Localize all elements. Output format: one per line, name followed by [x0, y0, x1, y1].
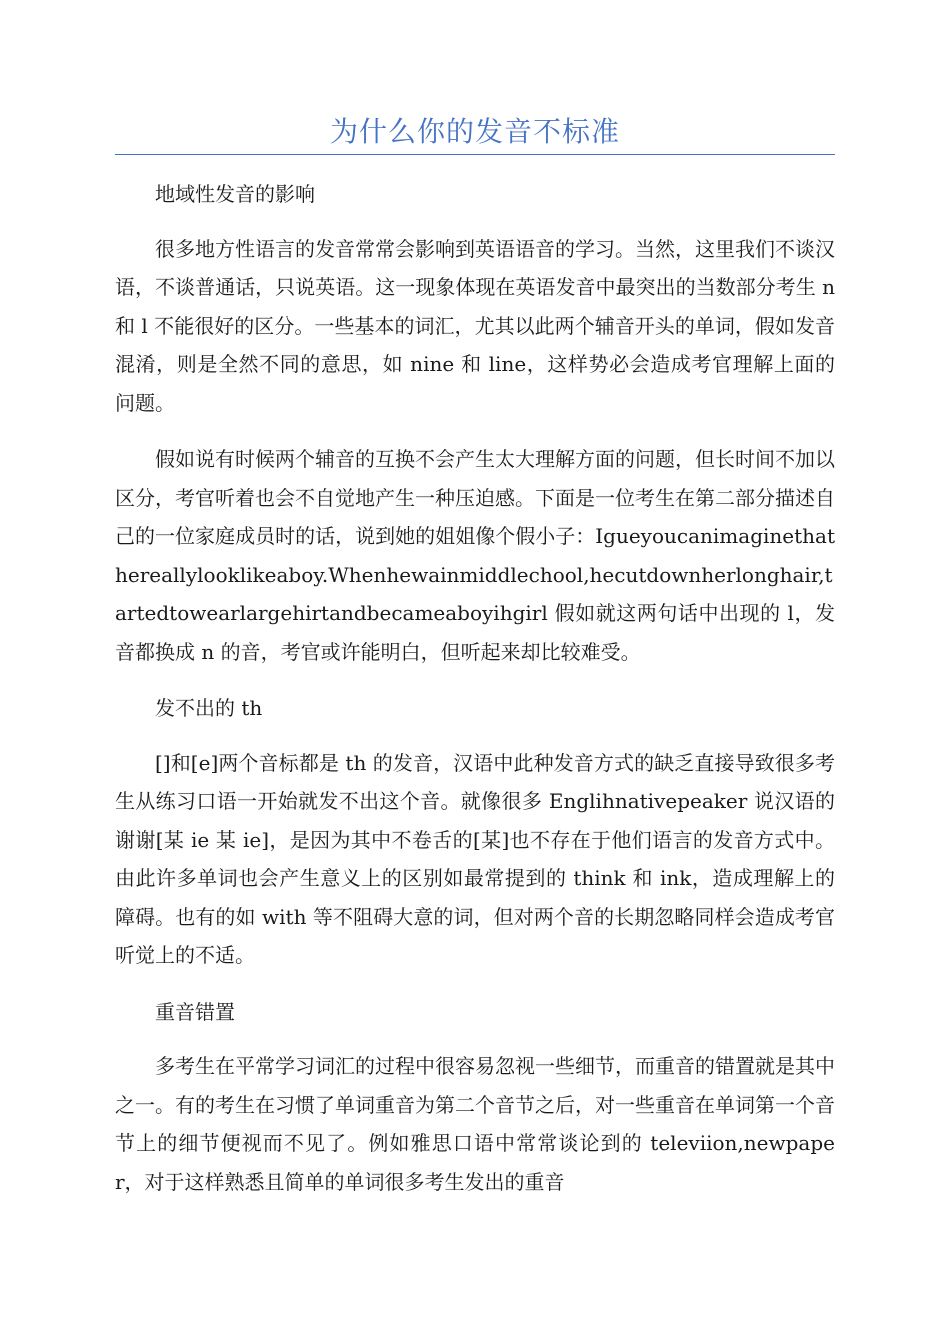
- paragraph: []和[e]两个音标都是 th 的发音，汉语中此种发音方式的缺乏直接导致很多考生从练习口语一开始就发不出这个音。就像很多 Englihnativepeaker 说汉语的谢谢[某 ie 某 ie]，是因为其中不卷舌的[某]也不存在于他们语言的发音方式中。由此许多单词也会产生意义上的区别如最常提到的 think 和 ink，造成理解上的障碍。也有的如 with 等不阻碍大意的词，但对两个音的长期忽略同样会造成考官听觉上的不适。: [115, 750, 835, 967]
- paragraph: 假如说有时候两个辅音的互换不会产生太大理解方面的问题，但长时间不加以区分，考官听着也会不自觉地产生一种压迫感。下面是一位考生在第二部分描述自己的一位家庭成员时的话，说到她的姐姐像个假小子：Igueyoucanimaginethathereallylooklikeaboy.Whenhewainmiddlechool,hecutdownherlonghair,tartedtowearlargehirtandbecameaboyihgirl 假如就这两句话中出现的 l，发音都换成 n 的音，考官或许能明白，但听起来却比较难受。: [115, 447, 835, 664]
- section-heading-regional: 地域性发音的影响: [155, 182, 315, 206]
- page-title: 为什么你的发音不标准: [329, 115, 620, 148]
- title-underline: [115, 154, 835, 155]
- section-heading-th: 发不出的 th: [155, 696, 263, 720]
- section-heading-stress: 重音错置: [155, 999, 235, 1024]
- document-body: [115, 175, 835, 1219]
- paragraph: 多考生在平常学习词汇的过程中很容易忽视一些细节，而重音的错置就是其中之一。有的考生在习惯了单词重音为第二个音节之后，对一些重音在单词第一个音节上的细节便视而不见了。例如雅思口语中常常谈论到的 televiion,newpaper，对于这样熟悉且简单的单词很多考生发出的重音: [115, 1054, 835, 1194]
- paragraph: 很多地方性语言的发音常常会影响到英语语音的学习。当然，这里我们不谈汉语，不谈普通话，只说英语。这一现象体现在英语发音中最突出的当数部分考生 n 和 l 不能很好的区分。一些基本的词汇，尤其以此两个辅音开头的单词，假如发音混淆，则是全然不同的意思，如 nine 和 line，这样势必会造成考官理解上面的问题。: [115, 236, 835, 415]
